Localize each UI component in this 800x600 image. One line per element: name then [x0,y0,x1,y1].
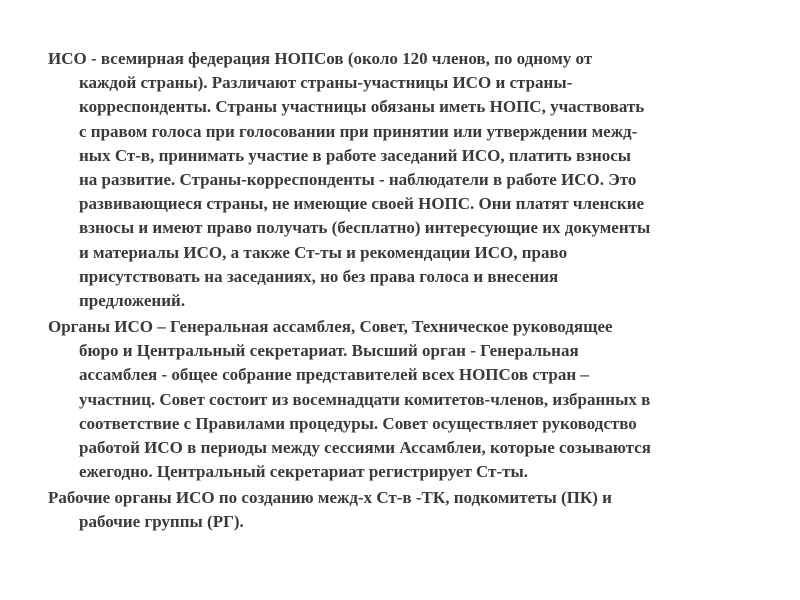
paragraph-iso-bodies [48,315,760,484]
text-line: ИСО - всемирная федерация НОПСов (около 120 членов, по одному от [48,49,593,68]
text-line: Рабочие органы ИСО по созданию межд-х Ст-в -ТК, подкомитеты (ПК) и [48,488,612,508]
text-line: взносы и имеют право получать (бесплатно) интересующие их документы [79,218,651,238]
text-line: ассамблея - общее собрание представителей всех НОПСов стран – [79,365,589,385]
text-line: работой ИСО в периоды между сессиями Ассамблеи, которые созываются [79,438,651,458]
text-line: рабочие группы (РГ). [79,512,244,532]
text-line: и материалы ИСО, а также Ст-ты и рекомендации ИСО, право [79,242,568,262]
slide-text-body [48,47,760,536]
text-line: каждой страны). Различают страны-участницы ИСО и страны- [79,73,573,93]
text-line: с правом голоса при голосовании при принятии или утверждении межд- [79,121,638,141]
text-line: соответствие с Правилами процедуры. Совет осуществляет руководство [79,413,637,433]
text-line: ных Ст-в, принимать участие в работе заседаний ИСО, платить взносы [79,145,632,165]
paragraph-iso-working-bodies [48,486,760,534]
text-line: развивающиеся страны, не имеющие своей НОПС. Они платят членские [79,194,645,214]
text-line: корреспонденты. Страны участницы обязаны иметь НОПС, участвовать [79,97,645,117]
text-line: участниц. Совет состоит из восемнадцати комитетов-членов, избранных в [79,389,651,409]
text-line: присутствовать на заседаниях, но без права голоса и внесения [79,266,559,286]
text-line: предложений. [79,291,186,311]
text-line: ежегодно. Центральный секретариат регистрирует Ст-ты. [79,462,528,482]
text-line: Органы ИСО – Генеральная ассамблея, Совет, Техническое руководящее [48,317,613,337]
text-line: на развитие. Страны-корреспонденты - наблюдатели в работе ИСО. Это [79,170,637,190]
text-line: бюро и Центральный секретариат. Высший орган - Генеральная [79,341,579,361]
paragraph-iso-membership [48,47,760,313]
